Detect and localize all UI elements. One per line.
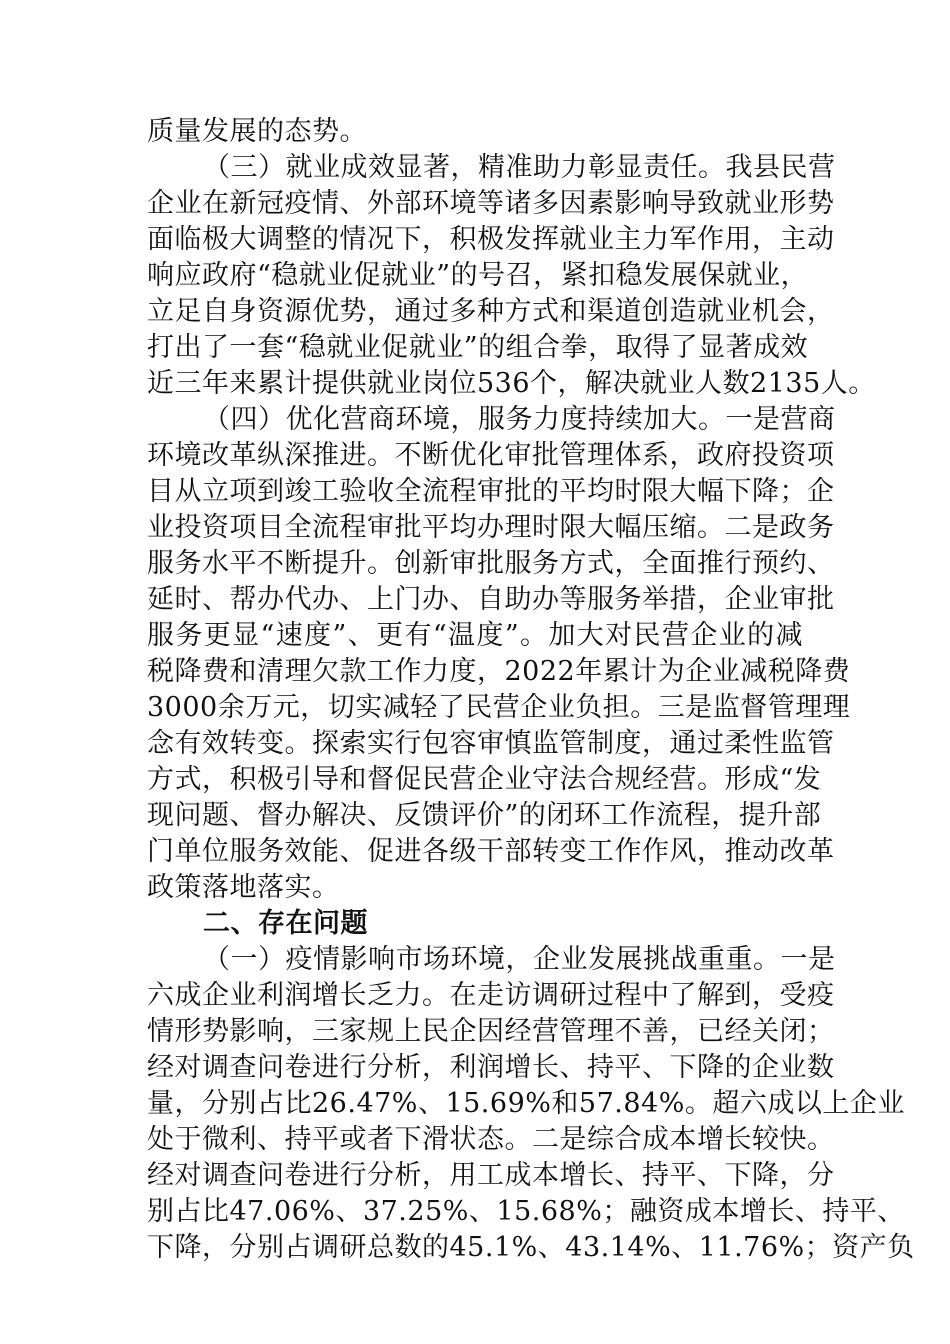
text-line: 响应政府“稳就业促就业”的号召，紧扣稳发展保就业，	[147, 260, 809, 291]
text-line: （一）疫情影响市场环境，企业发展挑战重重。一是	[203, 944, 836, 975]
text-line: 处于微利、持平或者下滑状态。二是综合成本增长较快。	[147, 1124, 835, 1155]
section-heading: 二、存在问题	[203, 908, 368, 939]
text-line: 目从立项到竣工验收全流程审批的平均时限大幅下降；企	[147, 476, 835, 507]
text-line: 下降，分别占调研总数的45.1%、43.14%、11.76%；资产负	[147, 1232, 915, 1263]
text-line: 业投资项目全流程审批平均办理时限大幅压缩。二是政务	[147, 512, 835, 543]
text-line: 质量发展的态势。	[147, 116, 367, 147]
text-line: 近三年来累计提供就业岗位536个，解决就业人数2135人。	[147, 368, 876, 399]
text-line: 服务更显“速度”、更有“温度”。加大对民营企业的减	[147, 620, 803, 651]
text-line: 政策落地落实。	[147, 872, 340, 903]
text-line: 经对调查问卷进行分析，利润增长、持平、下降的企业数	[147, 1052, 835, 1083]
text-line: 量，分别占比26.47%、15.69%和57.84%。超六成以上企业	[147, 1088, 905, 1119]
text-line: 现问题、督办解决、反馈评价”的闭环工作流程，提升部	[147, 800, 822, 831]
text-line: 经对调查问卷进行分析，用工成本增长、持平、下降，分	[147, 1160, 835, 1191]
text-line: （三）就业成效显著，精准助力彰显责任。我县民营	[203, 152, 836, 183]
text-line: 企业在新冠疫情、外部环境等诸多因素影响导致就业形势	[147, 188, 835, 219]
text-line: 打出了一套“稳就业促就业”的组合拳，取得了显著成效	[147, 332, 809, 363]
text-line: 六成企业利润增长乏力。在走访调研过程中了解到，受疫	[147, 980, 835, 1011]
text-line: 延时、帮办代办、上门办、自助办等服务举措，企业审批	[147, 584, 835, 615]
text-line: 别占比47.06%、37.25%、15.68%；融资成本增长、持平、	[147, 1196, 905, 1227]
text-line: 面临极大调整的情况下，积极发挥就业主力军作用，主动	[147, 224, 835, 255]
text-line: （四）优化营商环境，服务力度持续加大。一是营商	[203, 404, 836, 435]
text-line: 情形势影响，三家规上民企因经营管理不善，已经关闭；	[147, 1016, 835, 1047]
text-line: 立足自身资源优势，通过多种方式和渠道创造就业机会，	[147, 296, 835, 327]
text-line: 3000余万元，切实减轻了民营企业负担。三是监督管理理	[147, 692, 851, 723]
text-line: 服务水平不断提升。创新审批服务方式，全面推行预约、	[147, 548, 835, 579]
text-line: 方式，积极引导和督促民营企业守法合规经营。形成“发	[147, 764, 822, 795]
text-line: 念有效转变。探索实行包容审慎监管制度，通过柔性监管	[147, 728, 835, 759]
text-line: 环境改革纵深推进。不断优化审批管理体系，政府投资项	[147, 440, 835, 471]
text-line: 门单位服务效能、促进各级干部转变工作作风，推动改革	[147, 836, 835, 867]
text-line: 税降费和清理欠款工作力度，2022年累计为企业减税降费	[147, 656, 851, 687]
